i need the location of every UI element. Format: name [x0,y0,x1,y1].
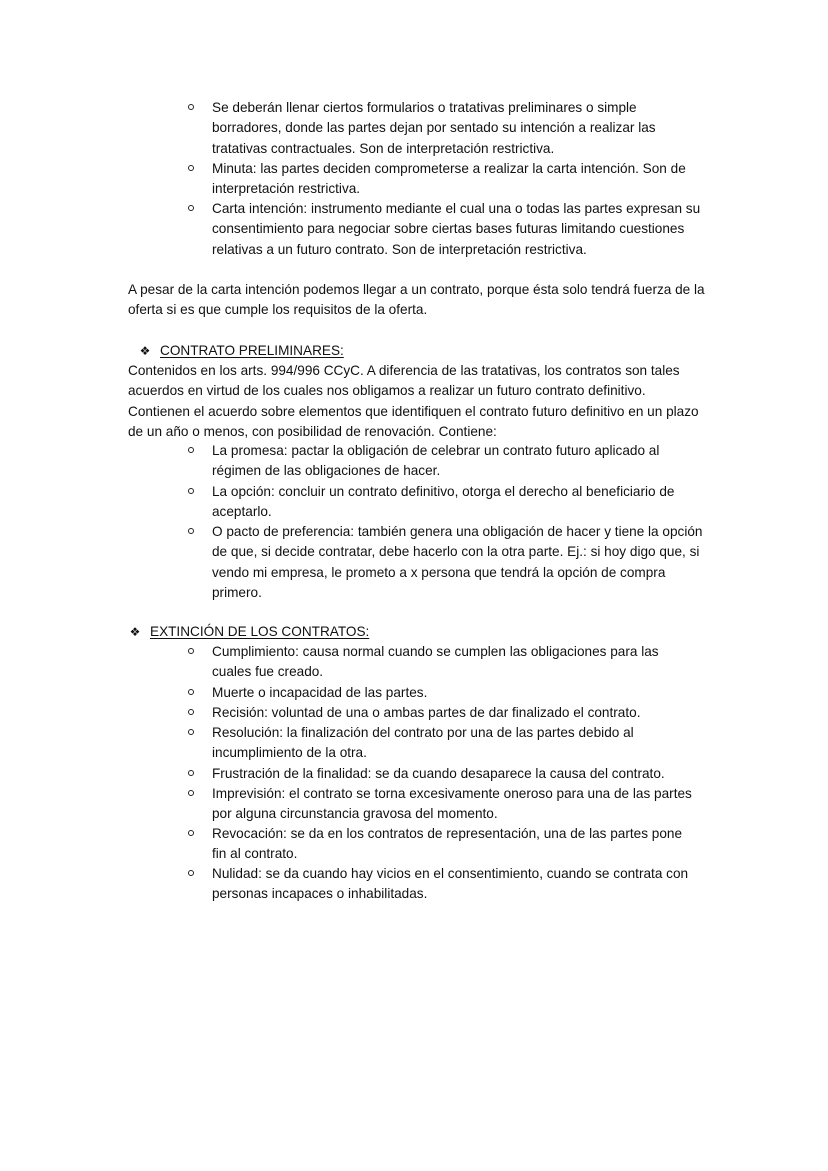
preliminares-heading [138,341,344,361]
list-item-text: La promesa: pactar la obligación de celebrar un contrato futuro aplicado al régimen de las obligaciones de hacer. [212,443,660,479]
list-item-text: O pacto de preferencia: también genera una obligación de hacer y tiene la opción de que, si decide contratar, debe hacerlo con la otra parte. Ej.: si hoy digo que, si vendo mi empresa, le prometo a x persona que tendrá la opción de compra primero. [212,524,703,600]
list-item-text: Revocación: se da en los contratos de representación, una de las partes pone fin al contrato. [212,826,683,862]
carta-intencion-paragraph: A pesar de la carta intención podemos llegar a un contrato, porque ésta solo tendrá fuerza de la oferta si es que cumple los requisitos de la oferta. [128,282,705,318]
preliminares-heading-text: CONTRATO PRELIMINARES: [160,343,344,358]
hollow-circle-bullet-icon [188,729,194,735]
list-item [212,482,702,523]
list-item-text: Cumplimiento: causa normal cuando se cumplen las obligaciones para las cuales fue creado. [212,644,659,680]
list-item [212,784,712,825]
preliminares-paragraph: Contenidos en los arts. 994/996 CCyC. A diferencia de las tratativas, los contratos son tales acuerdos en virtud de los cuales nos obligamos a realizar un futuro contrato definitivo. Contienen el acuerdo sobre elementos que identifiquen el contrato futuro definitivo en un plazo de un año o menos, con posibilidad de renovación. Contiene: [128,363,699,439]
list-item [212,441,682,482]
list-item [212,764,712,784]
hollow-circle-bullet-icon [188,790,194,796]
hollow-circle-bullet-icon [188,447,194,453]
hollow-circle-bullet-icon [188,104,194,110]
hollow-circle-bullet-icon [188,648,194,654]
list-item-text: Minuta: las partes deciden comprometerse a realizar la carta intención. Son de interpretación restrictiva. [212,161,686,197]
hollow-circle-bullet-icon [188,165,194,171]
list-item [212,864,707,905]
list-item [212,642,682,683]
list-item [212,683,712,703]
extincion-heading-text: EXTINCIÓN DE LOS CONTRATOS: [150,624,370,639]
list-item-text: Carta intención: instrumento mediante el cual una o todas las partes expresan su consentimiento para negociar sobre ciertas bases futuras limitando cuestiones relativas a un futuro contrato. Son de interpretación restrictiva. [212,201,701,257]
hollow-circle-bullet-icon [188,770,194,776]
hollow-circle-bullet-icon [188,528,194,534]
extincion-heading [128,622,369,642]
list-item-text: Imprevisión: el contrato se torna excesivamente oneroso para una de las partes por alguna circunstancia gravosa del momento. [212,786,692,822]
list-item [212,98,692,159]
list-item-text: La opción: concluir un contrato definitivo, otorga el derecho al beneficiario de aceptarlo. [212,484,675,520]
list-item [212,824,697,865]
hollow-circle-bullet-icon [188,830,194,836]
list-item [212,522,707,603]
list-item [212,159,712,200]
hollow-circle-bullet-icon [188,870,194,876]
list-item-text: Frustración de la finalidad: se da cuando desaparece la causa del contrato. [212,766,665,781]
list-item-text: Resolución: la finalización del contrato por una de las partes debido al incumplimiento de la otra. [212,725,634,761]
list-item [212,723,682,764]
diamond-bullet-icon: ❖ [129,625,141,639]
list-item-text: Muerte o incapacidad de las partes. [212,685,428,700]
list-item [212,199,707,260]
hollow-circle-bullet-icon [188,488,194,494]
hollow-circle-bullet-icon [188,689,194,695]
list-item-text: Se deberán llenar ciertos formularios o tratativas preliminares o simple borradores, donde las partes dejan por sentado su intención a realizar las tratativas contractuales. Son de interpretación restrictiva. [212,100,656,156]
diamond-bullet-icon: ❖ [139,344,151,358]
hollow-circle-bullet-icon [188,205,194,211]
hollow-circle-bullet-icon [188,709,194,715]
list-item [212,703,712,723]
list-item-text: Nulidad: se da cuando hay vicios en el consentimiento, cuando se contrata con personas incapaces o inhabilitadas. [212,866,689,902]
list-item-text: Recisión: voluntad de una o ambas partes de dar finalizado el contrato. [212,705,641,720]
